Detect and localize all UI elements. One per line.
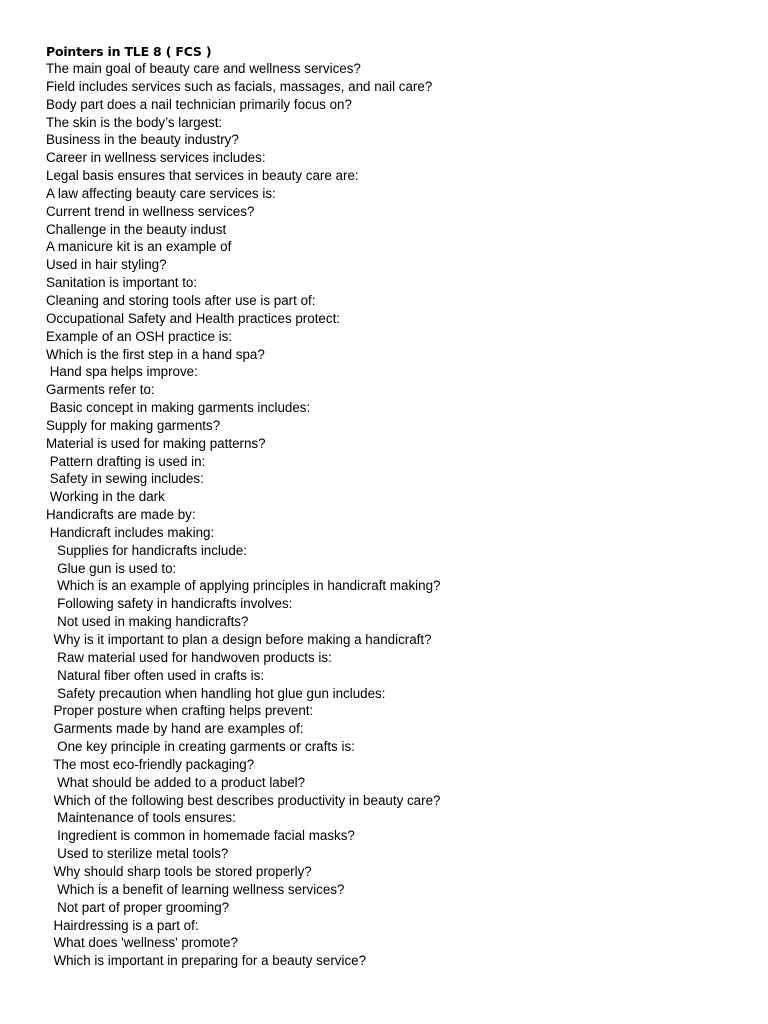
question-line: Safety precaution when handling hot glue gun includes: (46, 685, 386, 701)
question-line: Material is used for making patterns? (46, 435, 266, 451)
question-line: Occupational Safety and Health practices protect: (46, 310, 341, 326)
question-line: Garments made by hand are examples of: (46, 721, 304, 737)
question-line: Maintenance of tools ensures: (46, 810, 236, 826)
question-line: Used in hair styling? (46, 257, 167, 273)
question-line: Business in the beauty industry? (46, 132, 239, 148)
question-line: Why should sharp tools be stored properly? (46, 863, 312, 879)
question-line: Basic concept in making garments includes: (46, 400, 311, 416)
question-line: Supply for making garments? (46, 417, 221, 433)
question-line: Supplies for handicrafts include: (46, 542, 247, 558)
question-line: A manicure kit is an example of (46, 239, 232, 255)
question-line: Body part does a nail technician primarily focus on? (46, 96, 352, 112)
question-line: Sanitation is important to: (46, 275, 198, 291)
question-line: Raw material used for handwoven products is: (46, 649, 332, 665)
question-line: A law affecting beauty care services is: (46, 185, 276, 201)
question-line: Which is important in preparing for a beauty service? (46, 953, 367, 969)
question-line: Field includes services such as facials, massages, and nail care? (46, 78, 433, 94)
question-line: Ingredient is common in homemade facial masks? (46, 828, 355, 844)
question-line: Handicraft includes making: (46, 524, 215, 540)
question-line: Proper posture when crafting helps prevent: (46, 703, 314, 719)
question-line: Not used in making handicrafts? (46, 614, 249, 630)
question-line: Which is a benefit of learning wellness services? (46, 881, 345, 897)
question-line: What should be added to a product label? (46, 774, 306, 790)
question-line: Not part of proper grooming? (46, 899, 230, 915)
question-line: Challenge in the beauty indust (46, 221, 227, 237)
question-line: Cleaning and storing tools after use is part of: (46, 292, 316, 308)
question-line: Hand spa helps improve: (46, 364, 198, 380)
question-line: Current trend in wellness services? (46, 203, 255, 219)
question-list (46, 60, 746, 970)
question-line: Legal basis ensures that services in beauty care are: (46, 168, 359, 184)
question-line: Working in the dark (46, 489, 165, 505)
question-line: What does 'wellness' promote? (46, 935, 238, 951)
question-line: Handicrafts are made by: (46, 507, 196, 523)
question-line: Glue gun is used to: (46, 560, 177, 576)
question-line: Natural fiber often used in crafts is: (46, 667, 265, 683)
document-page (46, 43, 746, 970)
question-line: Pattern drafting is used in: (46, 453, 206, 469)
question-line: Hairdressing is a part of: (46, 917, 199, 933)
question-line: Example of an OSH practice is: (46, 328, 233, 344)
question-line: Which of the following best describes productivity in beauty care? (46, 792, 441, 808)
question-line: Why is it important to plan a design before making a handicraft? (46, 632, 432, 647)
question-line: Safety in sewing includes: (46, 471, 204, 487)
question-line: The most eco-friendly packaging? (46, 756, 255, 772)
document-title: Pointers in TLE 8 ( FCS ) (46, 44, 212, 59)
question-line: Used to sterilize metal tools? (46, 846, 229, 862)
question-line: Garments refer to: (46, 382, 155, 398)
question-line: The main goal of beauty care and wellness services? (46, 61, 361, 76)
question-line: Following safety in handicrafts involves: (46, 596, 293, 612)
question-line: Which is the first step in a hand spa? (46, 346, 265, 362)
question-line: Which is an example of applying principles in handicraft making? (46, 578, 441, 594)
question-line: The skin is the body’s largest: (46, 114, 223, 130)
question-line: Career in wellness services includes: (46, 150, 266, 166)
question-line: One key principle in creating garments or crafts is: (46, 739, 355, 755)
